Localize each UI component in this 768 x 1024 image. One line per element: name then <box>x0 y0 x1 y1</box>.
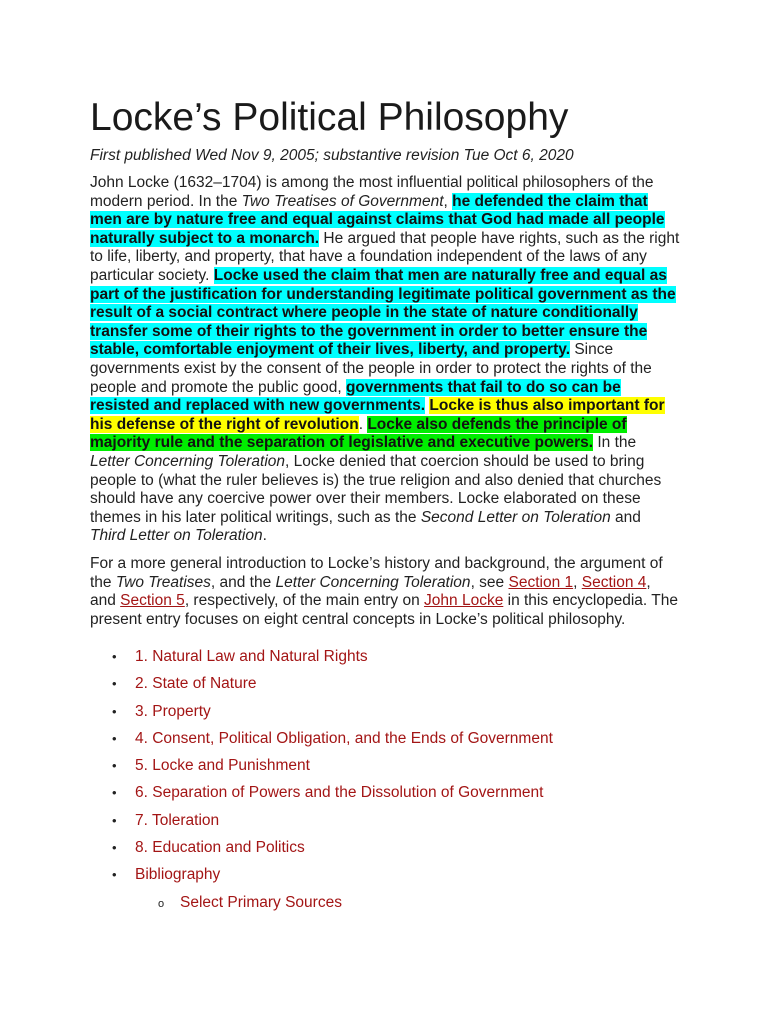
bullet-icon: • <box>112 840 117 856</box>
highlight-natural-freedom: he defended the claim that men are by nature free and equal against claims that God had made all people naturally subject to a monarch. <box>90 192 665 247</box>
bullet-icon: • <box>112 730 117 746</box>
intro-text-2: , and the <box>210 573 276 591</box>
bullet-icon: • <box>112 649 117 664</box>
intro-title-letter-toleration: Letter Concerning Toleration <box>275 573 471 591</box>
sub-bullet-icon: o <box>158 897 165 910</box>
preamble-text-4: Since governments exist by the consent of the people in order to protect the rights of the people and promote the public good, <box>90 341 652 396</box>
toc-link-punishment[interactable]: 5. Locke and Punishment <box>135 757 310 775</box>
title-second-letter: Second Letter on Toleration <box>420 508 611 526</box>
preamble-text-8: , Locke denied that coercion should be used to bring people to (what the ruler believes is) the true religion and also denied that churches should have any coercive power over their members. Locke elaborated on these themes in his later political writings, such as the <box>90 452 662 526</box>
title-two-treatises: Two Treatises of Government <box>241 192 444 210</box>
bullet-icon: • <box>112 676 117 692</box>
link-john-locke[interactable]: John Locke <box>424 592 504 610</box>
highlight-social-contract: Locke used the claim that men are naturally free and equal as part of the justification for understanding legitimate political government as the result of a social contract where people in the state of nature conditionally transfer some of their rights to the government in order to better ensure the stable, comfortable enjoyment of their lives, liberty, and property. <box>90 266 676 359</box>
intro-text-7: in this encyclopedia. The present entry focuses on eight central concepts in Locke’s political philosophy. <box>90 592 678 628</box>
bullet-icon: • <box>112 758 117 774</box>
intro-text-1: For a more general introduction to Locke’s history and background, the argument of the <box>90 555 663 591</box>
link-section-1[interactable]: Section 1 <box>508 573 574 591</box>
title-letter-toleration: Letter Concerning Toleration <box>90 452 286 470</box>
intro-text-3: , see <box>470 573 509 591</box>
publication-info: First published Wed Nov 9, 2005; substantive revision Tue Oct 6, 2020 <box>90 147 574 164</box>
preamble-text-10: . <box>262 527 267 545</box>
intro-text-5: , and <box>90 573 651 610</box>
intro-title-two-treatises: Two Treatises <box>115 573 211 591</box>
highlight-revolution: Locke is thus also important for his defense of the right of revolution <box>90 397 665 433</box>
toc-link-separation-of-powers[interactable]: 6. Separation of Powers and the Dissolution of Government <box>135 784 544 802</box>
preamble-paragraph <box>90 174 680 546</box>
toc-link-property[interactable]: 3. Property <box>135 702 211 720</box>
bullet-icon: • <box>112 703 117 719</box>
link-section-4[interactable]: Section 4 <box>581 573 647 591</box>
preamble-text-6: . <box>358 415 368 433</box>
intro-text-6: , respectively, of the main entry on <box>184 592 425 610</box>
toc-link-bibliography[interactable]: Bibliography <box>135 866 221 884</box>
toc-link-toleration[interactable]: 7. Toleration <box>135 811 220 829</box>
toc-link-consent[interactable]: 4. Consent, Political Obligation, and the Ends of Government <box>135 729 553 747</box>
page-title: Locke’s Political Philosophy <box>90 96 569 139</box>
highlight-majority-rule: Locke also defends the principle of majority rule and the separation of legislative and executive powers. <box>90 415 627 452</box>
toc-link-education[interactable]: 8. Education and Politics <box>135 839 305 857</box>
intro-text-4: , <box>573 573 582 591</box>
bullet-icon: • <box>112 867 117 883</box>
toc-link-primary-sources[interactable]: Select Primary Sources <box>180 893 342 911</box>
toc-link-state-of-nature[interactable]: 2. State of Nature <box>135 675 257 693</box>
preamble-text-7: In the <box>593 434 637 452</box>
preamble-text-1: John Locke (1632–1704) is among the most influential political philosophers of the modern period. In the <box>90 174 654 210</box>
link-section-5[interactable]: Section 5 <box>120 592 185 610</box>
preamble-text-9: and <box>610 508 641 526</box>
preamble-text-2: , <box>443 192 453 210</box>
toc-link-natural-law[interactable]: 1. Natural Law and Natural Rights <box>135 648 368 665</box>
bullet-icon: • <box>112 785 117 801</box>
title-third-letter: Third Letter on Toleration <box>90 527 263 545</box>
bullet-icon: • <box>112 812 117 828</box>
intro-paragraph <box>90 555 680 629</box>
highlight-resistance: governments that fail to do so can be resisted and replaced with new governments. <box>90 378 621 415</box>
preamble-text-3: He argued that people have rights, such as the right to life, liberty, and property, that have a foundation independent of the laws of any particular society. <box>90 229 680 284</box>
